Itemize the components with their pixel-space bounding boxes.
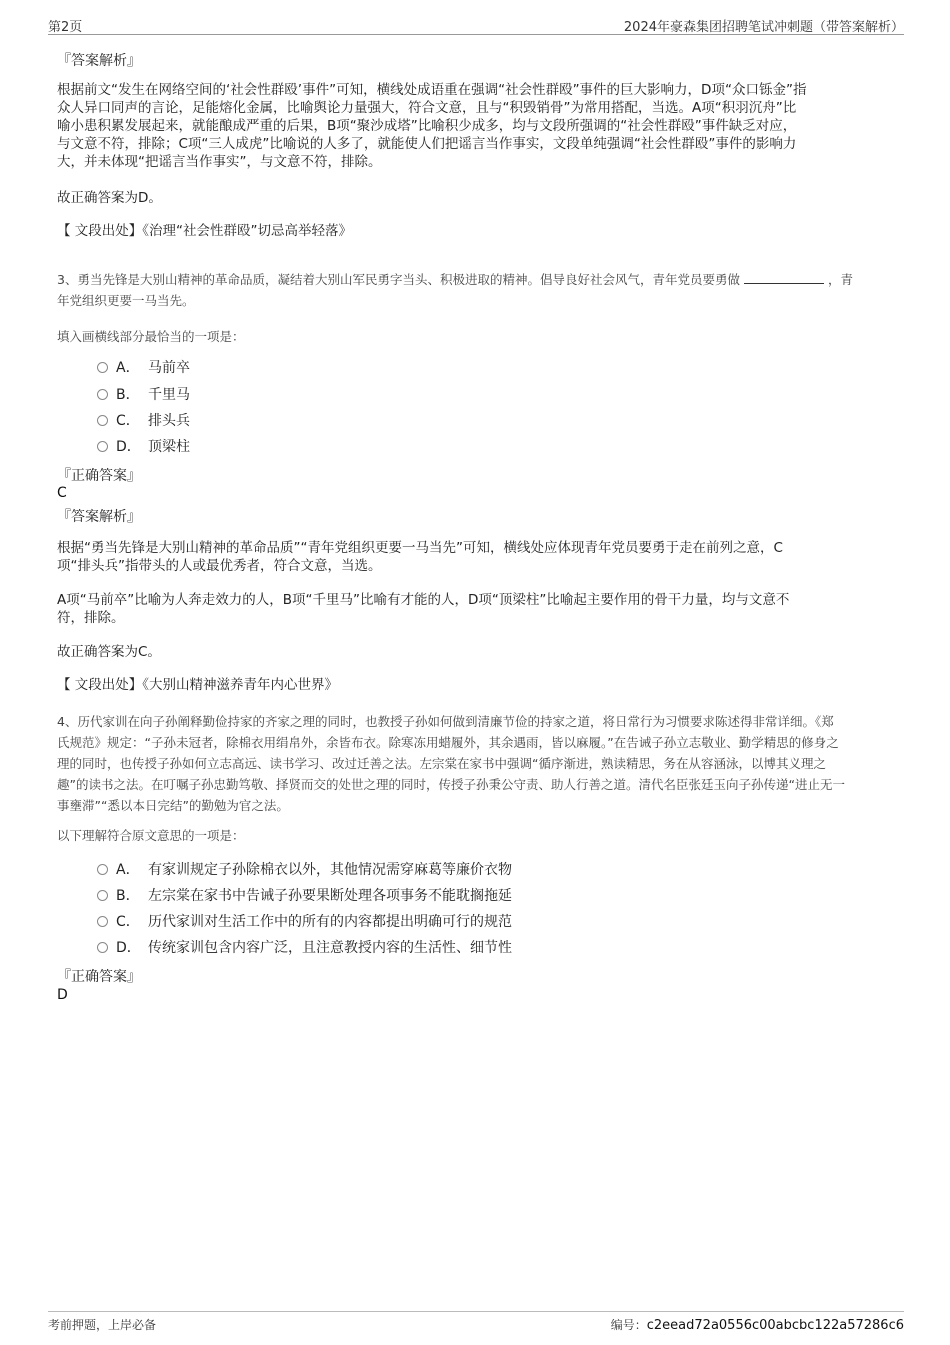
source-title: 《治理“社会性群殴”切忌高举轻落》 <box>142 223 353 239</box>
footer-slogan: 考前押题，上岸必备 <box>48 1318 157 1332</box>
fill-blank <box>744 271 824 284</box>
radio-icon[interactable] <box>97 441 108 452</box>
radio-icon[interactable] <box>97 916 108 927</box>
text-line: 3、勇当先锋是大别山精神的革命品质，凝结着大别山军民勇字当头、积极进取的精神。倡导良好社会风气，青年党员要勇做 ，青 <box>57 272 853 287</box>
q4-option-a[interactable]: A． 有家训规定子孙除棉衣以外，其他情况需穿麻葛等廉价衣物 <box>97 860 512 880</box>
radio-icon[interactable] <box>97 890 108 901</box>
q3-answer: C <box>57 485 67 501</box>
page-footer <box>48 1311 904 1336</box>
text-line: 根据前文“发生在网络空间的‘社会性群殴’事件”可知，横线处成语重在强调“社会性群殴”事件的巨大影响力，D项“众口铄金”指 <box>57 82 807 98</box>
source-prefix: 【 文段出处】 <box>57 677 143 693</box>
text-line: 氏规范》规定：“子孙未冠者，除棉衣用绢帛外，余皆布衣。除寒冻用蜡履外，其余遇雨，皆以麻履。”在告诫子孙立志敬业、勤学精思的修身之 <box>57 735 839 750</box>
radio-icon[interactable] <box>97 415 108 426</box>
analysis-label: 『答案解析』 <box>57 509 141 525</box>
page-number: 第2页 <box>48 20 83 35</box>
document-code: 编号：c2eead72a0556c00abcbc122a57286c6 <box>610 1318 904 1333</box>
q3-option-b[interactable]: B． 千里马 <box>97 385 190 405</box>
q3-option-a[interactable]: A． 马前卒 <box>97 358 190 378</box>
text-line: A项“马前卒”比喻为人奔走效力的人，B项“千里马”比喻有才能的人，D项“顶梁柱”比喻起主要作用的骨干力量，均与文意不 <box>57 592 790 608</box>
correct-answer-label: 『正确答案』 <box>57 969 141 985</box>
q3-option-d[interactable]: D． 顶梁柱 <box>97 437 190 457</box>
text-line: 项“排头兵”指带头的人或最优秀者，符合文意，当选。 <box>57 558 382 574</box>
document-title: 2024年豪森集团招聘笔试冲刺题（带答案解析） <box>623 20 904 35</box>
text-line: 众人异口同声的言论，足能熔化金属，比喻舆论力量强大，符合文意，且与“积毁销骨”为常用搭配，当选。A项“积羽沉舟”比 <box>57 100 797 116</box>
text-line: 年党组织更要一马当先。 <box>57 293 195 308</box>
text-line: 喻小患积累发展起来，就能酿成严重的后果，B项“聚沙成塔”比喻积少成多，均与文段所强调的“社会性群殴”事件缺乏对应， <box>57 118 797 134</box>
text-line: 趣”的读书之法。在叮嘱子孙忠勤笃敬、择贤而交的处世之理的同时，传授子孙秉公守责、助人行善之道。清代名臣张廷玉向子孙传递“进止无一 <box>57 777 845 792</box>
radio-icon[interactable] <box>97 942 108 953</box>
text-line: 事壅滞”“悉以本日完结”的勤勉为官之法。 <box>57 798 289 813</box>
q2-source <box>57 222 352 240</box>
q3-prompt: 填入画横线部分最恰当的一项是： <box>57 329 245 344</box>
text-line: 根据“勇当先锋是大别山精神的革命品质”“青年党组织更要一马当先”可知，横线处应体现青年党员要勇于走在前列之意，C <box>57 540 783 556</box>
q3-analysis <box>57 539 783 575</box>
source-prefix: 【 文段出处】 <box>57 223 143 239</box>
q4-option-b[interactable]: B． 左宗棠在家书中告诫子孙要果断处理各项事务不能耽搁拖延 <box>97 886 512 906</box>
q4-option-d[interactable]: D． 传统家训包含内容广泛，且注意教授内容的生活性、细节性 <box>97 938 512 958</box>
text-line: 大，并未体现“把谣言当作事实”，与文意不符，排除。 <box>57 154 382 170</box>
q3-source <box>57 676 338 694</box>
q3-conclusion: 故正确答案为C。 <box>57 644 161 660</box>
analysis-label: 『答案解析』 <box>57 53 141 69</box>
q4-prompt: 以下理解符合原文意思的一项是： <box>57 828 245 843</box>
q2-analysis <box>57 81 806 171</box>
radio-icon[interactable] <box>97 864 108 875</box>
q3-analysis-2 <box>57 591 789 627</box>
text-line: 符，排除。 <box>57 610 125 626</box>
q3-option-c[interactable]: C． 排头兵 <box>97 411 190 431</box>
page-header <box>48 14 904 35</box>
text-line: 4、历代家训在向子孙阐释勤俭持家的齐家之理的同时，也教授子孙如何做到清廉节俭的持家之道，将日常行为习惯要求陈述得非常详细。《郑 <box>57 714 834 729</box>
radio-icon[interactable] <box>97 362 108 373</box>
text-line: 理的同时，也传授子孙如何立志高远、读书学习、改过迁善之法。左宗棠在家书中强调“循序渐进，熟读精思，务在从容涵泳，以博其义理之 <box>57 756 826 771</box>
text-line: 与文意不符，排除；C项“三人成虎”比喻说的人多了，就能使人们把谣言当作事实，文段单纯强调“社会性群殴”事件的影响力 <box>57 136 797 152</box>
q3-stem <box>57 269 902 311</box>
source-title: 《大别山精神滋养青年内心世界》 <box>142 677 339 693</box>
correct-answer-label: 『正确答案』 <box>57 468 141 484</box>
radio-icon[interactable] <box>97 389 108 400</box>
q4-answer: D <box>57 987 68 1003</box>
q4-stem <box>57 711 902 816</box>
q2-conclusion: 故正确答案为D。 <box>57 190 162 206</box>
q4-option-c[interactable]: C． 历代家训对生活工作中的所有的内容都提出明确可行的规范 <box>97 912 512 932</box>
